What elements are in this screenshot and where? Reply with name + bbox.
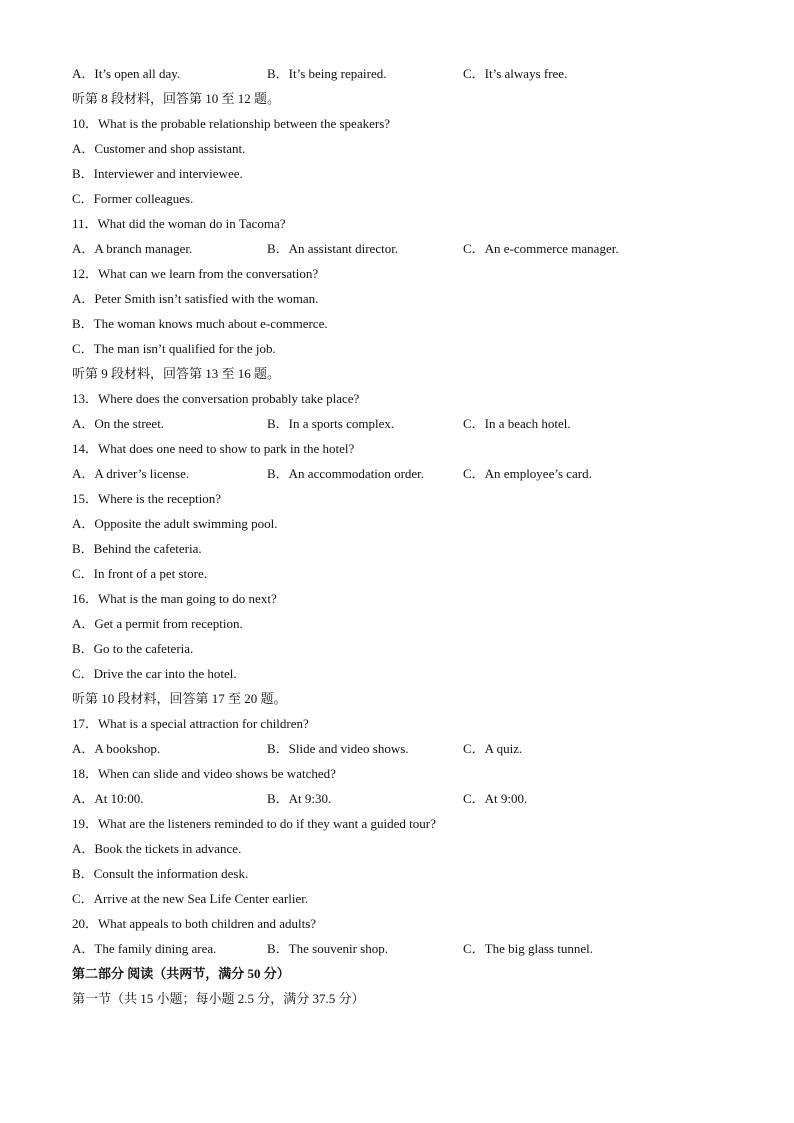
option-c: C．An employee’s card. (463, 466, 592, 481)
option-b: B．An assistant director. (267, 241, 399, 256)
text-line: C．Arrive at the new Sea Life Center earlier. (72, 891, 309, 906)
answer-options-row (72, 461, 772, 486)
text-line: 听第 10 段材料，回答第 17 至 20 题。 (72, 691, 287, 706)
text-line: 第一节（共 15 小题；每小题 2.5 分，满分 37.5 分） (72, 991, 365, 1006)
option-b: B．In a sports complex. (267, 416, 395, 431)
text-line: 听第 9 段材料，回答第 13 至 16 题。 (72, 366, 281, 381)
answer-options-row (72, 61, 772, 86)
answer-options-row (72, 411, 772, 436)
text-line: B．The woman knows much about e-commerce. (72, 316, 328, 331)
answer-options-row (72, 786, 772, 811)
option-a: A．A bookshop. (72, 741, 161, 756)
text-line: C．The man isn’t qualified for the job. (72, 341, 276, 356)
text-line: B．Go to the cafeteria. (72, 641, 194, 656)
option-c: C．At 9:00. (463, 791, 528, 806)
text-line: 16．What is the man going to do next? (72, 591, 277, 606)
option-c: C．An e-commerce manager. (463, 241, 619, 256)
option-b: B．At 9:30. (267, 791, 332, 806)
text-line: C．Drive the car into the hotel. (72, 666, 237, 681)
text-line: B．Interviewer and interviewee. (72, 166, 243, 181)
text-line: A．Customer and shop assistant. (72, 141, 246, 156)
text-line: 14．What does one need to show to park in the hotel? (72, 441, 355, 456)
section-heading: 第二部分 阅读（共两节，满分 50 分） (72, 966, 290, 981)
option-b: B．Slide and video shows. (267, 741, 409, 756)
option-a: A．A driver’s license. (72, 466, 190, 481)
text-line: B．Behind the cafeteria. (72, 541, 202, 556)
text-line: A．Peter Smith isn’t satisfied with the woman. (72, 291, 319, 306)
option-c: C．A quiz. (463, 741, 523, 756)
answer-options-row (72, 236, 772, 261)
option-a: A．On the street. (72, 416, 165, 431)
text-line: A．Book the tickets in advance. (72, 841, 242, 856)
text-line: 11．What did the woman do in Tacoma? (72, 216, 286, 231)
text-line: C．In front of a pet store. (72, 566, 208, 581)
answer-options-row (72, 936, 772, 961)
option-c: C．In a beach hotel. (463, 416, 571, 431)
text-line: A．Get a permit from reception. (72, 616, 243, 631)
text-line: C．Former colleagues. (72, 191, 194, 206)
text-line: 12．What can we learn from the conversation? (72, 266, 319, 281)
exam-page (72, 61, 772, 1011)
text-line: 13．Where does the conversation probably take place? (72, 391, 360, 406)
text-line: B．Consult the information desk. (72, 866, 249, 881)
option-b: B．An accommodation order. (267, 466, 425, 481)
option-a: A．It’s open all day. (72, 66, 181, 81)
text-line: 18．When can slide and video shows be watched? (72, 766, 336, 781)
option-c: C．It’s always free. (463, 66, 568, 81)
text-line: A．Opposite the adult swimming pool. (72, 516, 278, 531)
answer-options-row (72, 736, 772, 761)
text-line: 15．Where is the reception? (72, 491, 222, 506)
text-line: 19．What are the listeners reminded to do if they want a guided tour? (72, 816, 436, 831)
option-a: A．At 10:00. (72, 791, 144, 806)
text-line: 20．What appeals to both children and adults? (72, 916, 317, 931)
text-line: 10．What is the probable relationship between the speakers? (72, 116, 391, 131)
text-line: 听第 8 段材料，回答第 10 至 12 题。 (72, 91, 281, 106)
option-a: A．A branch manager. (72, 241, 193, 256)
option-b: B．It’s being repaired. (267, 66, 387, 81)
option-c: C．The big glass tunnel. (463, 941, 593, 956)
option-b: B．The souvenir shop. (267, 941, 388, 956)
text-line: 17．What is a special attraction for children? (72, 716, 309, 731)
option-a: A．The family dining area. (72, 941, 217, 956)
